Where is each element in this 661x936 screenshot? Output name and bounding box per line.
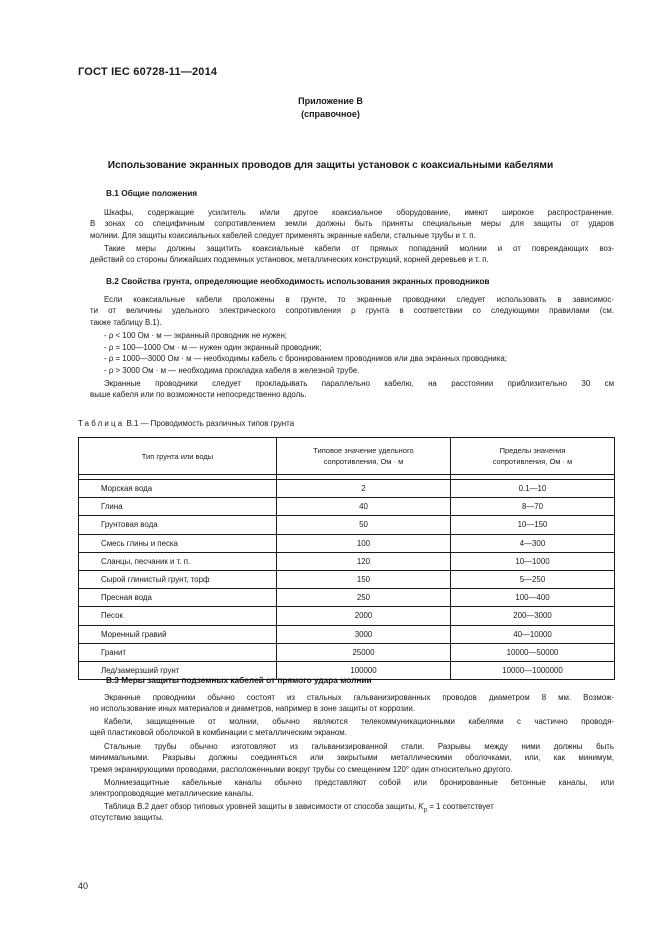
table-row bbox=[79, 534, 615, 552]
text-line: минимальными. Разрывы должны соединяться или закрытыми металлическими оболочками, или, как минимум, bbox=[90, 753, 614, 763]
text-line: Такие меры должны защитить коаксиальные кабели от прямых попаданий молнии и от повреждающих воз- bbox=[104, 244, 614, 253]
text-line: Если коаксиальные кабели проложены в грунте, то экранные проводники следует использовать в зависимос- bbox=[104, 295, 614, 304]
soil-type-cell: Сланцы, песчаник и т. п. bbox=[79, 552, 277, 570]
table-caption bbox=[78, 419, 294, 428]
range-cell: 10000—1000000 bbox=[451, 661, 615, 679]
soil-conductivity-table bbox=[78, 437, 615, 680]
table-row bbox=[79, 625, 615, 643]
text-line: Экранные проводники следует прокладывать параллельно кабелю, на расстоянии приблизительно 30 см bbox=[104, 379, 614, 388]
range-cell: 10—1000 bbox=[451, 552, 615, 570]
section-heading-b3: В.3 Меры защиты подземных кабелей от прямого удара молнии bbox=[106, 675, 372, 685]
text-line: электропроводящие металлические каналы. bbox=[90, 789, 254, 799]
range-cell: 10000—50000 bbox=[451, 643, 615, 661]
text-fragment: = 1 соответствует bbox=[427, 802, 494, 811]
text-fragment: Таблица В.2 дает обзор типовых уровней защиты в зависимости от способа защиты, bbox=[104, 802, 419, 811]
text-line: также таблицу В.1). bbox=[90, 317, 162, 327]
text-line: Шкафы, содержащие усилитель и/или другое коаксиальное оборудование, имеют широкое распространение. bbox=[104, 208, 614, 217]
text-line: Молниезащитные кабельные каналы обычно представляют собой или бронированные бетонные каналы, или bbox=[104, 778, 614, 787]
typical-value-cell: 50 bbox=[277, 516, 451, 534]
paragraph-b3-3 bbox=[90, 741, 614, 775]
text-line: действий со стороны ближайших подземных установок, металлических конструкций, корней деревьев и т. п. bbox=[90, 255, 489, 265]
typical-value-cell: 100000 bbox=[277, 661, 451, 679]
annex-label: Приложение В bbox=[298, 96, 363, 106]
paragraph-b3-2 bbox=[90, 716, 614, 739]
typical-value-cell: 40 bbox=[277, 498, 451, 516]
soil-type-cell: Гранит bbox=[79, 643, 277, 661]
page-number: 40 bbox=[78, 881, 89, 891]
table-caption-text: В.1 — Проводимость различных типов грунта bbox=[124, 419, 295, 428]
range-cell: 0.1—10 bbox=[451, 480, 615, 498]
table-row bbox=[79, 552, 615, 570]
table-caption-word: Таблица bbox=[78, 419, 125, 428]
table-row bbox=[79, 498, 615, 516]
text-line: ти от величины удельного электрического сопротивления ρ грунта в соответствии со следующими правилами (см. bbox=[90, 306, 614, 316]
text-line bbox=[90, 801, 614, 812]
list-item: - ρ < 100 Ом · м — экранный проводник не нужен; bbox=[104, 331, 288, 340]
typical-value-cell: 2 bbox=[277, 480, 451, 498]
typical-value-cell: 100 bbox=[277, 534, 451, 552]
range-cell: 100—400 bbox=[451, 589, 615, 607]
soil-type-cell: Смесь глины и песка bbox=[79, 534, 277, 552]
text-line: но использование иных материалов и диаметров, например в зоне защиты от коррозии. bbox=[90, 704, 416, 714]
range-cell: 5—250 bbox=[451, 570, 615, 588]
text-line: Кабели, защищенные от молнии, обычно являются телекоммуникационными кабелями с частично проводя- bbox=[104, 717, 614, 726]
typical-value-cell: 2000 bbox=[277, 607, 451, 625]
typical-value-cell: 3000 bbox=[277, 625, 451, 643]
soil-type-cell: Сырой глинистый грунт, торф bbox=[79, 570, 277, 588]
text-line: молнии. Для защиты коаксиальных кабелей следует применять экранные кабели, стальные трубы и т. п. bbox=[90, 230, 476, 240]
soil-type-cell: Пресная вода bbox=[79, 589, 277, 607]
k-symbol: K bbox=[418, 802, 424, 811]
range-cell: 40—10000 bbox=[451, 625, 615, 643]
text-line: отсутствию защиты. bbox=[90, 813, 164, 823]
resistivity-rules-list bbox=[104, 330, 507, 376]
table-row bbox=[79, 516, 615, 534]
soil-type-cell: Глина bbox=[79, 498, 277, 516]
column-header-range: Пределы значения сопротивления, Ом · м bbox=[451, 438, 615, 475]
text-line: выше кабеля или по возможности непосредственно вдоль. bbox=[90, 390, 307, 400]
range-cell: 10—150 bbox=[451, 516, 615, 534]
table-row bbox=[79, 480, 615, 498]
text-line: В зонах со специфичным сопротивлением земли должны быть приняты специальные меры для защиты от ударов bbox=[90, 219, 614, 229]
paragraph-b1-2 bbox=[90, 243, 614, 266]
text-line: щей пластиковой оболочкой в комбинации с металлическим экраном. bbox=[90, 728, 347, 738]
soil-type-cell: Грунтовая вода bbox=[79, 516, 277, 534]
range-cell: 8—70 bbox=[451, 498, 615, 516]
text-line: Экранные проводники обычно состоят из стальных гальванизированных проводов диаметром 8 мм. Возмож- bbox=[104, 693, 614, 702]
paragraph-b3-1 bbox=[90, 692, 614, 715]
k-subscript: p bbox=[423, 807, 428, 814]
typical-value-cell: 25000 bbox=[277, 643, 451, 661]
paragraph-b3-4 bbox=[90, 777, 614, 800]
table-row bbox=[79, 607, 615, 625]
section-heading-b1: В.1 Общие положения bbox=[106, 188, 198, 198]
section-heading-b2: В.2 Свойства грунта, определяющие необходимость использования экранных проводников bbox=[106, 276, 490, 286]
soil-type-cell: Морская вода bbox=[79, 480, 277, 498]
text-line: тремя экранирующими проводами, расположенными вокруг трубы со смещением 120° один относительно другого. bbox=[90, 764, 513, 774]
range-cell: 4—300 bbox=[451, 534, 615, 552]
list-item: - ρ = 1000—3000 Ом · м — необходимы кабель с бронированием проводников или два экранных проводника; bbox=[104, 354, 507, 364]
annex-type: (справочное) bbox=[301, 109, 360, 119]
typical-value-cell: 150 bbox=[277, 570, 451, 588]
column-header-typical-value: Типовое значение удельного сопротивления, Ом · м bbox=[277, 438, 451, 475]
column-header-soil-type: Тип грунта или воды bbox=[79, 438, 277, 475]
table-row bbox=[79, 643, 615, 661]
paragraph-b2-2 bbox=[90, 378, 614, 401]
range-cell: 200—3000 bbox=[451, 607, 615, 625]
soil-type-cell: Моренный гравий bbox=[79, 625, 277, 643]
table-row bbox=[79, 570, 615, 588]
paragraph-b1-1 bbox=[90, 207, 614, 241]
standard-header: ГОСТ IEC 60728-11—2014 bbox=[78, 66, 218, 78]
soil-type-cell: Лед/замерзший грунт bbox=[79, 661, 277, 679]
paragraph-b3-5 bbox=[90, 801, 614, 824]
annex-title: Использование экранных проводов для защиты установок с коаксиальными кабелями bbox=[107, 160, 554, 171]
list-item: - ρ > 3000 Ом · м — необходима прокладка кабеля в железной трубе. bbox=[104, 365, 360, 375]
text-line: Стальные трубы обычно изготовляют из гальванизированной стали. Разрывы между ними должны быть bbox=[104, 742, 614, 751]
soil-type-cell: Песок bbox=[79, 607, 277, 625]
typical-value-cell: 120 bbox=[277, 552, 451, 570]
table-row bbox=[79, 589, 615, 607]
paragraph-b2-1 bbox=[90, 294, 614, 328]
typical-value-cell: 250 bbox=[277, 589, 451, 607]
list-item: - ρ = 100—1000 Ом · м — нужен один экранный проводник; bbox=[104, 342, 322, 352]
